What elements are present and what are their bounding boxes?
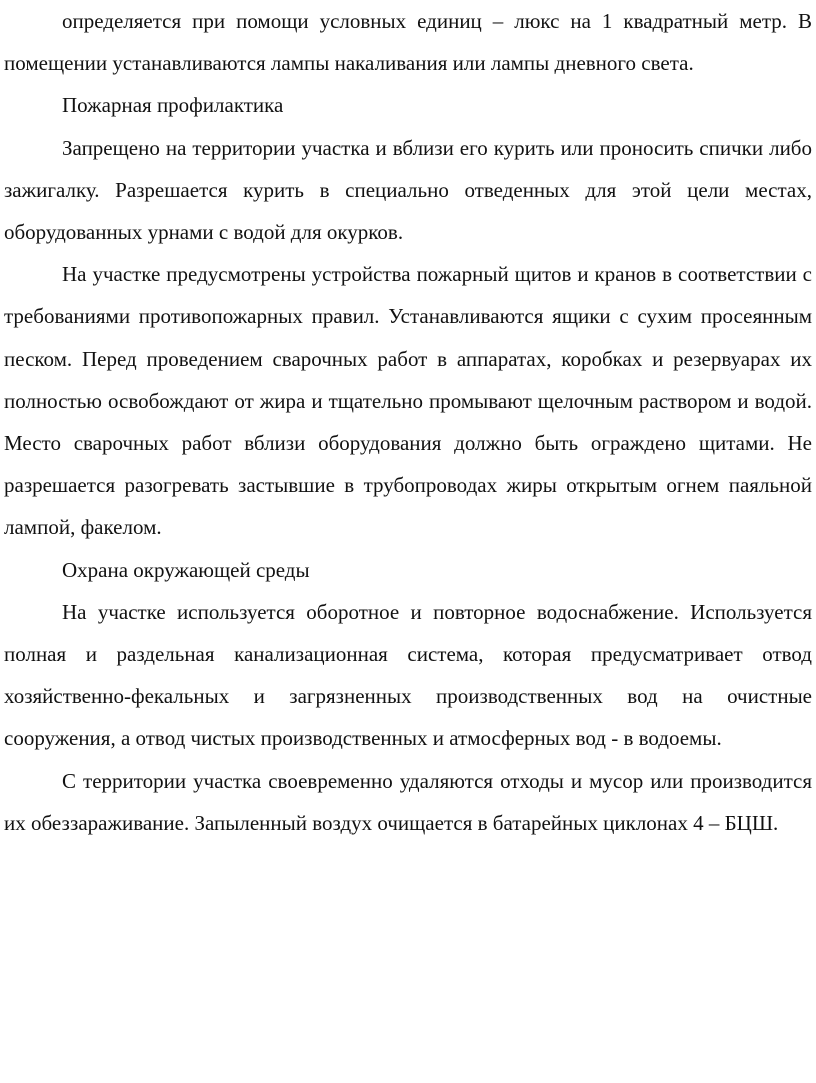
paragraph-lighting-continuation: определяется при помощи условных единиц – люкс на 1 квадратный метр. В помещении устанавливаются лампы накаливания или лампы дневного света.: [4, 9, 812, 76]
paragraph-waste-removal: С территории участка своевременно удаляются отходы и мусор или производится их обеззараживание. Запыленный воздух очищается в батарейных циклонах 4 – БЦШ.: [4, 768, 812, 835]
section-heading-environment: Охрана окружающей среды: [62, 557, 310, 582]
paragraph-water-supply: На участке используется оборотное и повторное водоснабжение. Используется полная и раздельная канализационная система, которая предусматривает отвод хозяйственно-фекальных и загрязненных производственных вод на очистные сооружения, а отвод чистых производственных и атмосферных вод - в водоемы.: [4, 599, 812, 751]
section-heading-fire-prevention: Пожарная профилактика: [62, 93, 284, 118]
paragraph-smoking-rules: Запрещено на территории участка и вблизи его курить или проносить спички либо зажигалку. Разрешается курить в специально отведенных для этой цели местах, оборудованных урнами с водой для окурков.: [4, 135, 812, 245]
paragraph-fire-equipment: На участке предусмотрены устройства пожарный щитов и кранов в соответствии с требованиями противопожарных правил. Устанавливаются ящики с сухим просеянным песком. Перед проведением сварочных работ в аппаратах, коробках и резервуарах их полностью освобождают от жира и тщательно промывают щелочным раствором и водой. Место сварочных работ вблизи оборудования должно быть ограждено щитами. Не разрешается разогревать застывшие в трубопроводах жиры открытым огнем паяльной лампой, факелом.: [4, 262, 812, 540]
